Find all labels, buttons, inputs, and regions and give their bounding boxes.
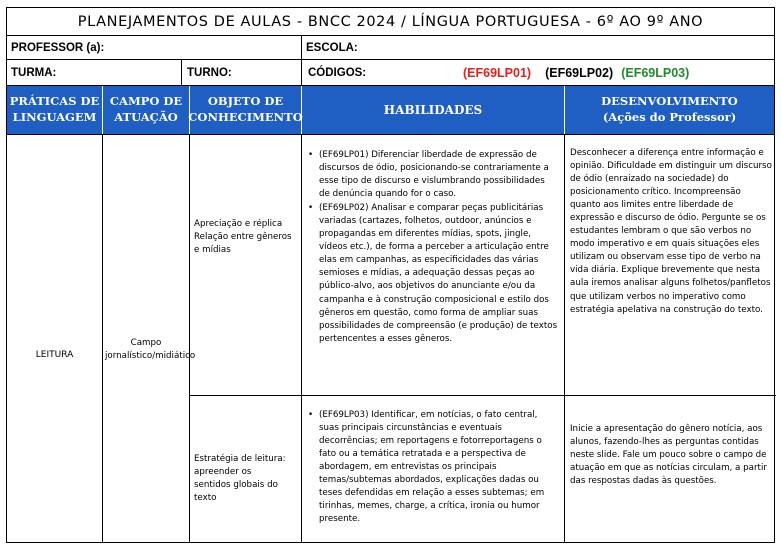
professor-label: PROFESSOR (a): [11, 41, 105, 54]
turno-label: TURNO: [187, 66, 232, 79]
pratica-text: LEITURA [35, 350, 74, 360]
objeto-text-1: Apreciação e réplica Relação entre gêneros e mídias [194, 219, 292, 256]
turma-label: TURMA: [11, 66, 57, 79]
habilidades-block-2 [308, 409, 558, 527]
objeto-column [190, 135, 302, 542]
desenvolvimento-column [565, 135, 776, 542]
code-ef69lp02: (EF69LP02) [545, 65, 614, 80]
campo-text: Campo jornalístico/midiático [105, 338, 196, 362]
header-campo: CAMPO DE ATUAÇÃO [103, 86, 190, 134]
column-header-row [7, 86, 774, 135]
turno-field[interactable] [182, 60, 302, 85]
info-row-professor [7, 36, 774, 60]
header-desenvolvimento-sub: (Ações do Professor) [602, 110, 737, 124]
escola-label: ESCOLA: [306, 41, 358, 54]
title-row [7, 8, 774, 36]
row-divider [190, 395, 776, 396]
header-desenvolvimento [565, 86, 774, 134]
code-ef69lp03: (EF69LP03) [621, 65, 690, 80]
lesson-plan-table [6, 7, 775, 543]
habilidade-ef69lp03: • (EF69LP03) Identificar, em notícias, o fato central, suas principais circunstâncias e eventuais decorrências; em reportagens e fotorreportagens o fato ou a temática retratada e a perspectiva de abordagem, em entrevistas os principais temas/subtemas abordados, explicações dadas ou teses defendidas em relação a esses subtemas; em tirinhas, memes, charge, a crítica, ironia ou humor presente. [308, 409, 558, 526]
info-row-turma [7, 60, 774, 86]
habilidades-column [302, 135, 565, 542]
table-body [7, 135, 774, 542]
objeto-text-2: Estratégia de leitura: apreender os sentidos globais do texto [194, 454, 286, 504]
page-title: PLANEJAMENTOS DE AULAS - BNCC 2024 / LÍNGUA PORTUGUESA - 6º AO 9º ANO [77, 13, 704, 30]
desenvolvimento-text-2: Inicie a apresentação do gênero notícia, aos alunos, fazendo-lhes as perguntas contidas neste slide. Fale um pouco sobre o campo de atuação em que as notícias circulam, a partir das respostas dadas às questões. [570, 424, 767, 487]
escola-field[interactable] [302, 36, 774, 59]
turma-field[interactable] [7, 60, 182, 85]
code-ef69lp01: (EF69LP01) [463, 65, 532, 80]
header-desenvolvimento-title: DESENVOLVIMENTO [601, 94, 738, 109]
habilidade-ef69lp02: • (EF69LP02) Analisar e comparar peças publicitárias variadas (cartazes, folhetos, outdoor, anúncios e propagandas em diferentes mídias, spots, jingle, vídeos etc.), de forma a perceber a articulação entre elas em campanhas, as especificidades das várias semioses e mídias, a adequação dessas peças ao público-alvo, aos objetivos do anunciante e/ou da campanha e à construção composicional e estilo dos gêneros em questão, como forma de ampliar suas possibilidades de compreensão (e produção) de textos pertencentes a esses gêneros. [308, 202, 558, 346]
campo-cell [103, 135, 196, 542]
header-objeto: OBJETO DE CONHECIMENTO [190, 86, 302, 134]
header-praticas: PRÁTICAS DE LINGUAGEM [7, 86, 103, 134]
habilidades-block-1 [308, 149, 558, 347]
codigos-label: CÓDIGOS: [308, 66, 367, 79]
header-habilidades: HABILIDADES [302, 86, 565, 134]
professor-field[interactable] [7, 36, 302, 59]
habilidade-ef69lp01: • (EF69LP01) Diferenciar liberdade de expressão de discursos de ódio, posicionando-se contrariamente a esse tipo de discurso e vislumbrando possibilidades de denúncia quando for o caso. [308, 149, 558, 201]
codigos-field [302, 60, 774, 85]
desenvolvimento-text-1: Desconhecer a diferença entre informação e opinião. Dificuldade em distinguir um discurso de ódio (enraizado na sociedade) do posicionamento crítico. Incompreensão quanto aos limites entre liberdade de expressão e discurso de ódio. Pergunte se os estudantes lembram o que são verbos no modo imperativo e em quais situações eles utilizam ou observam esse tipo de verbo na vida diária. Explique brevemente que nesta aula iremos analisar alguns folhetos/panfletos que utilizam verbos no imperativo como estratégia apelativa na construção do texto. [570, 148, 772, 315]
pratica-cell [7, 135, 103, 542]
